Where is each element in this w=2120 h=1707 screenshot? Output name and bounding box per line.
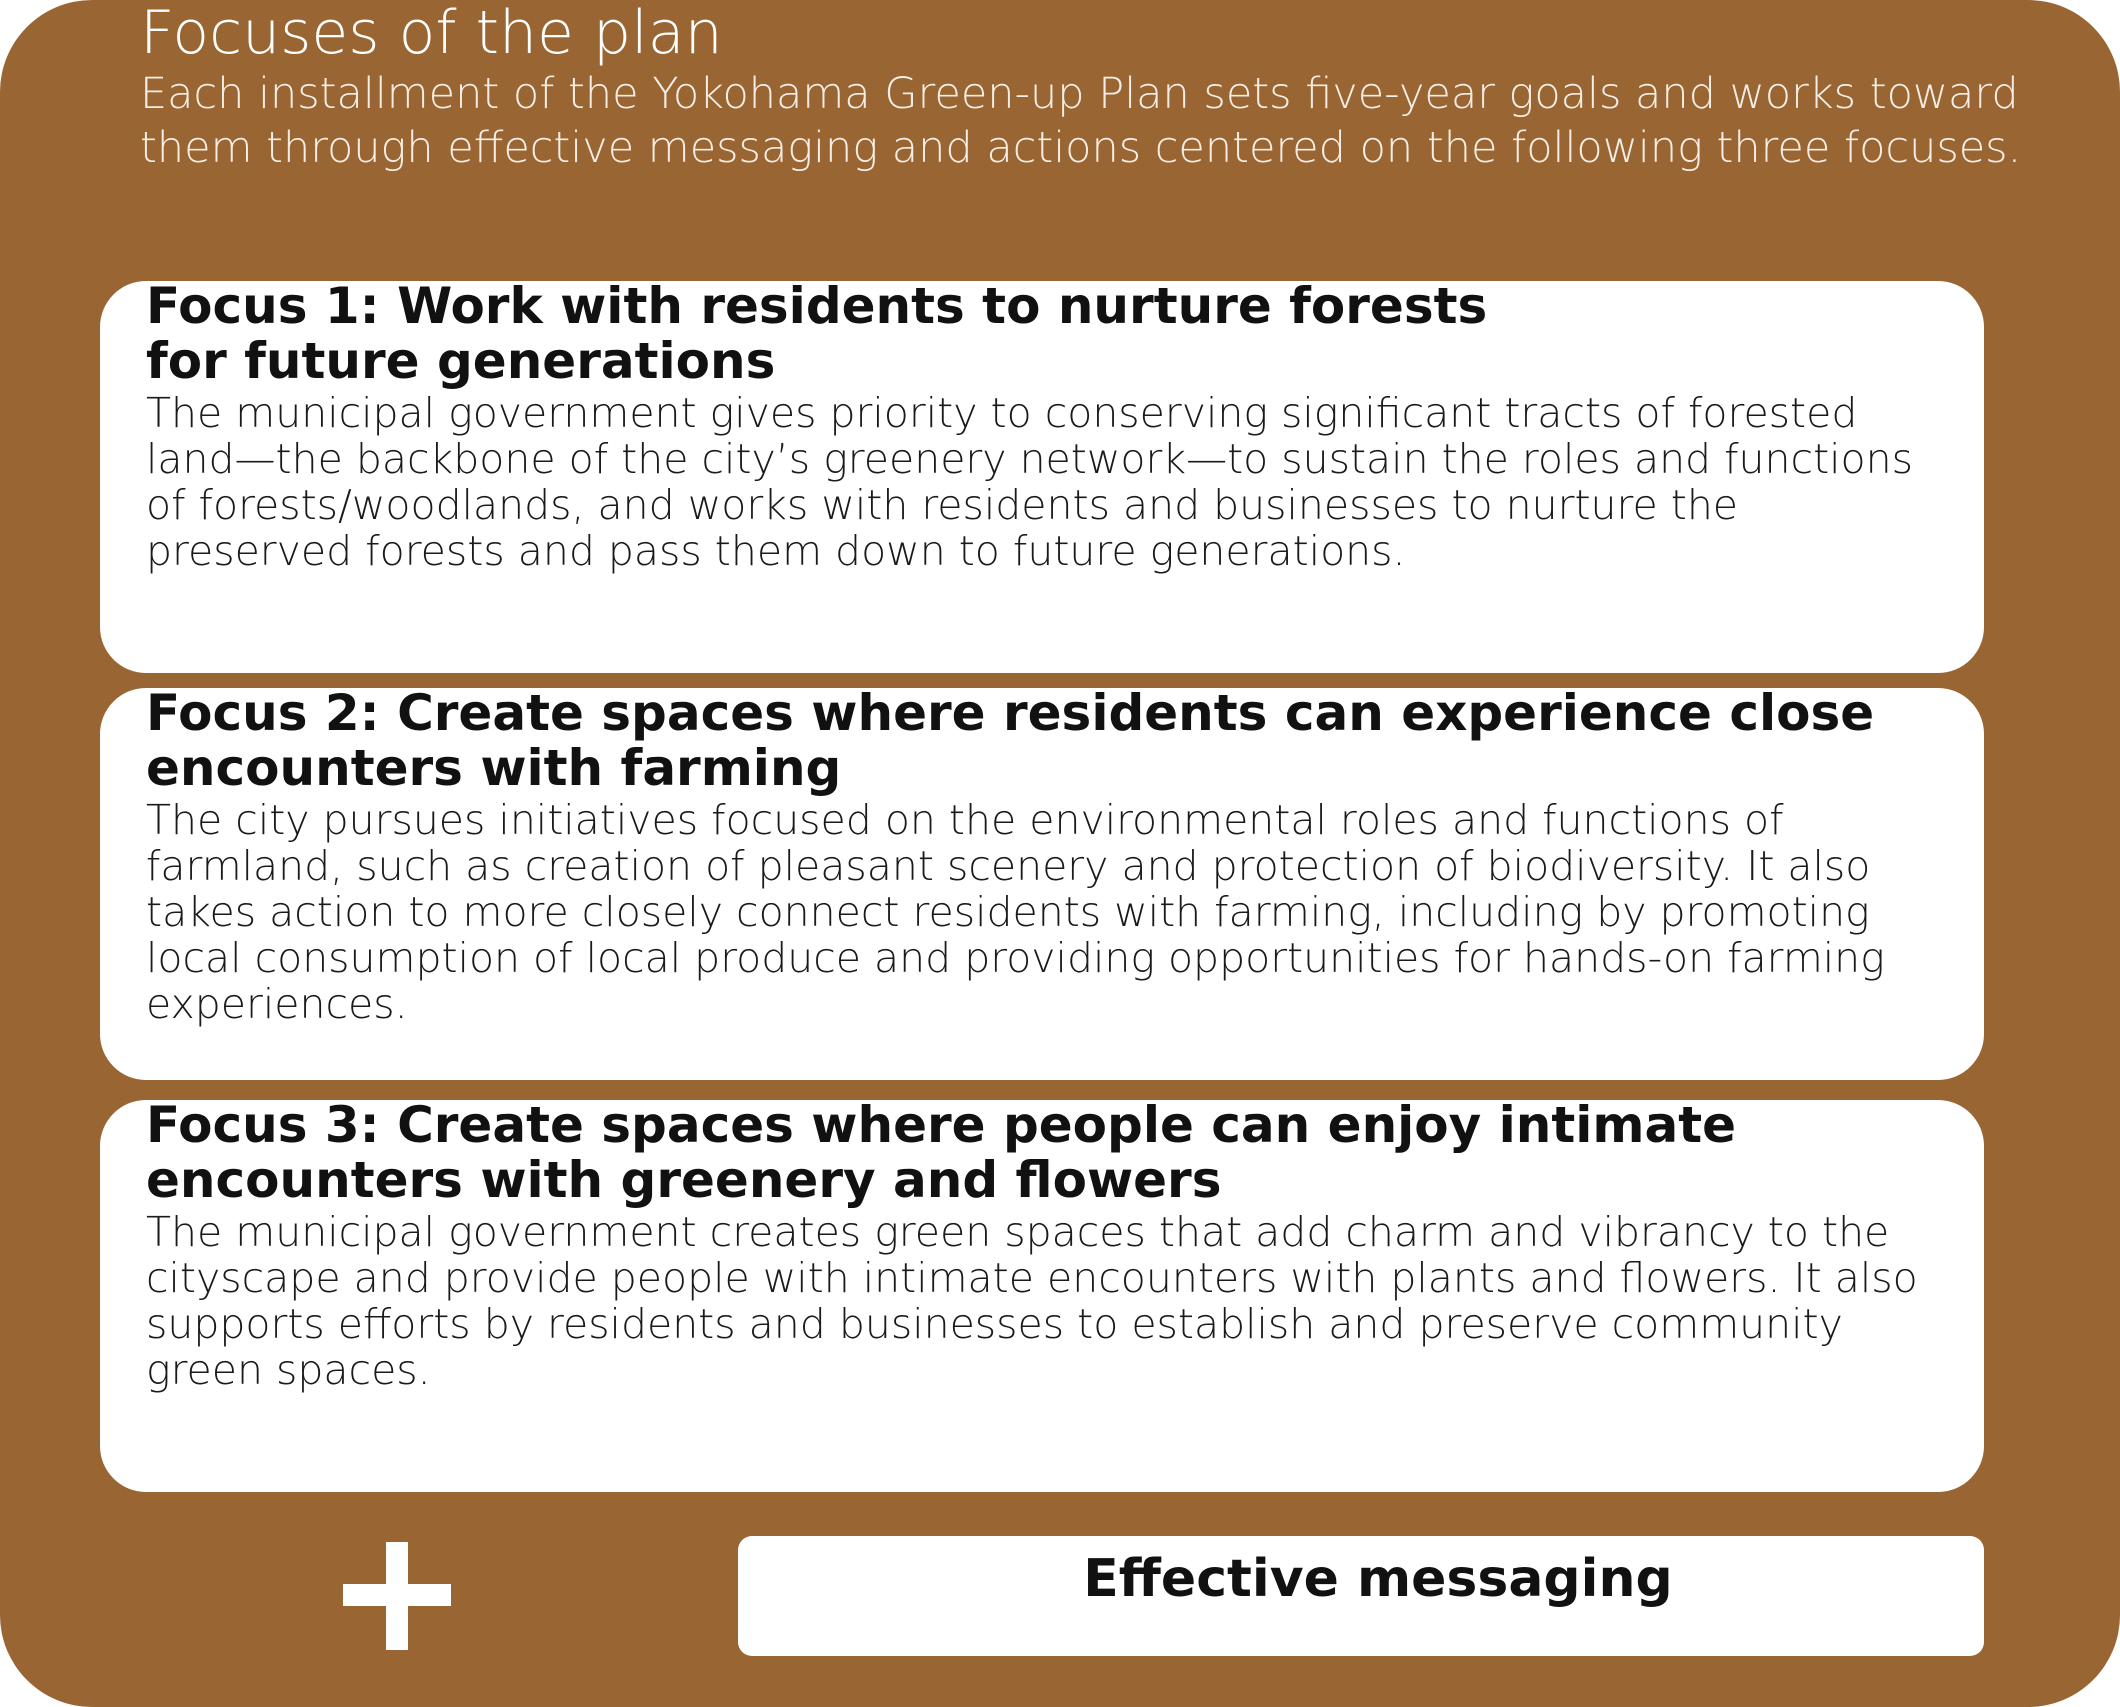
page-description: Each installment of the Yokohama Green-up Plan sets five-year goals and works toward them through effective messaging and actions centered on the following three focuses.: [140, 69, 2022, 173]
focus-3-title: Focus 3: Create spaces where people can enjoy intimate encounters with greenery and flowers: [146, 1096, 1737, 1209]
page-title: Focuses of the plan: [140, 0, 723, 68]
focus-card-1: [100, 277, 1984, 673]
focus-card-3: [100, 1096, 1984, 1492]
focus-1-body: The municipal government gives priority to conserving significant tracts of forested land—the backbone of the city’s greenery network—to sustain the roles and functions of forests/woodlands, and works with residents and businesses to nurture the preserved forests and pass them down to future generations.: [146, 389, 1913, 575]
effective-messaging-label: Effective messaging: [1083, 1549, 1673, 1609]
focus-3-body: The municipal government creates green spaces that add charm and vibrancy to the cityscape and provide people with intimate encounters with plants and flowers. It also supports efforts by residents and businesses to establish and preserve community green spaces.: [146, 1208, 1918, 1394]
focus-2-title: Focus 2: Create spaces where residents can experience close encounters with farming: [146, 684, 1875, 797]
plus-icon-vertical-bar: [386, 1542, 408, 1650]
focus-card-2: [100, 684, 1984, 1080]
focus-2-body: The city pursues initiatives focused on the environmental roles and functions of farmland, such as creation of pleasant scenery and protection of biodiversity. It also takes action to more closely connect residents with farming, including by promoting local consumption of local produce and providing opportunities for hands-on farming experiences.: [146, 796, 1885, 1028]
plus-icon: [343, 1542, 451, 1650]
effective-messaging-box: [738, 1536, 1984, 1656]
focus-1-title: Focus 1: Work with residents to nurture forests for future generations: [146, 277, 1488, 390]
